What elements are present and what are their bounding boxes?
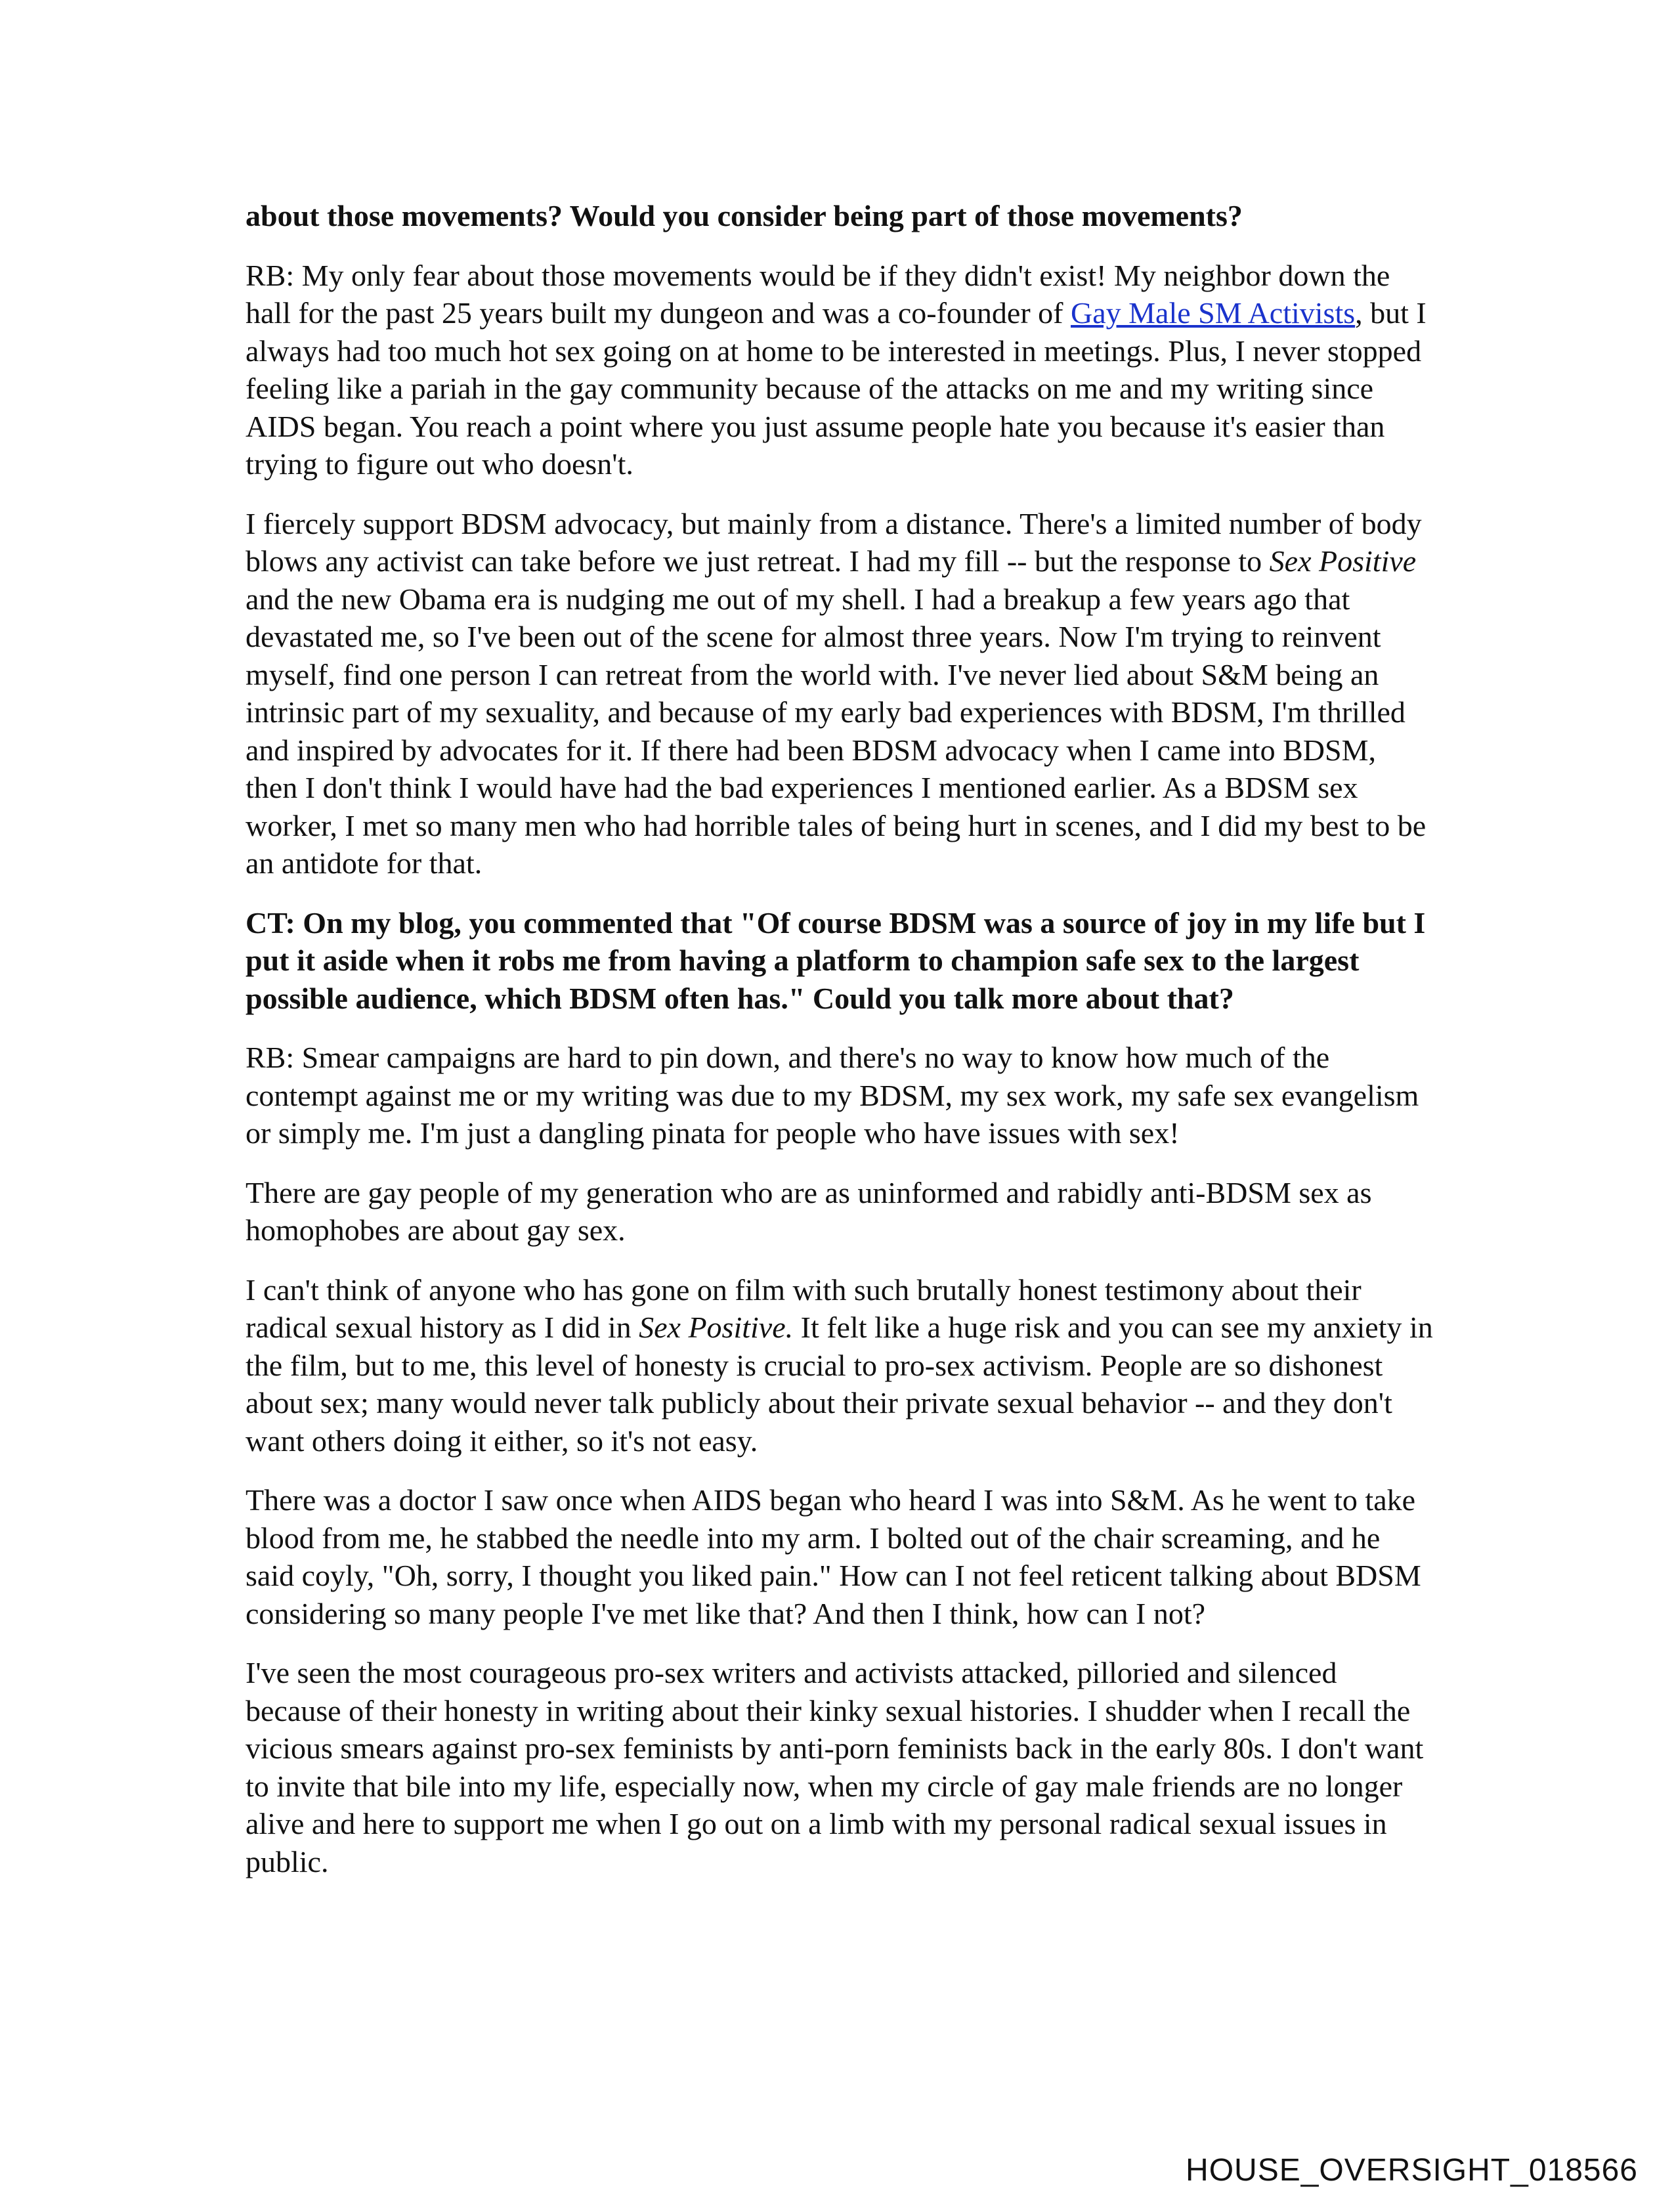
answer-paragraph (246, 505, 1434, 882)
interview-answer: RB: Smear campaigns are hard to pin down, and there's no way to know how much of the contempt against me or my writing was due to my BDSM, my sex work, my safe sex evangelism or simply me. I'm just a dangling pinata for people who have issues with sex! (246, 1041, 1419, 1150)
answer-text: RB: My only fear about those movements would be if they didn't exist! My neighbor down the hall for the past 25 years built my dungeon and was a co-founder of (246, 258, 1390, 330)
film-title: Sex Positive. (639, 1311, 794, 1344)
interview-question: CT: On my blog, you commented that "Of course BDSM was a source of joy in my life but I put it aside when it robs me from having a platform to champion safe sex to the largest possible audience, which BDSM often has." Could you talk more about that? (246, 905, 1426, 1015)
answer-paragraph (246, 1271, 1434, 1460)
interview-answer (246, 257, 1434, 483)
interview-question: about those movements? Would you consider being part of those movements? (246, 199, 1243, 232)
answer-text: I fiercely support BDSM advocacy, but mainly from a distance. There's a limited number of body blows any activist can take before we just retreat. I had my fill -- but the response to (246, 506, 1422, 578)
film-title: Sex Positive (1269, 544, 1417, 578)
answer-text: I can't think of anyone who has gone on film with such brutally honest testimony about their radical sexual history as I did in (246, 1272, 1362, 1344)
answer-paragraph: There was a doctor I saw once when AIDS began who heard I was into S&M. As he went to take blood from me, he stabbed the needle into my arm. I bolted out of the chair screaming, and he said coyly, "Oh, sorry, I thought you liked pain." How can I not feel reticent talking about BDSM considering so many people I've met like that? And then I think, how can I not? (246, 1483, 1421, 1630)
answer-text: , but I always had too much hot sex going on at home to be interested in meetings. Plus, I never stopped feeling like a pariah in the gay community because of the attacks on me and my writing since AIDS began. You reach a point where you just assume people hate you because it's easier than trying to figure out who doesn't. (246, 296, 1427, 481)
answer-paragraph: I've seen the most courageous pro-sex writers and activists attacked, pilloried and silenced because of their honesty in writing about their kinky sexual histories. I shudder when I recall the vicious smears against pro-sex feminists by anti-porn feminists back in the early 80s. I don't want to invite that bile into my life, especially now, when my circle of gay male friends are no longer alive and here to support me when I go out on a limb with my personal radical sexual issues in public. (246, 1656, 1424, 1878)
bates-number: HOUSE_OVERSIGHT_018566 (1186, 2153, 1638, 2188)
answer-text: and the new Obama era is nudging me out of my shell. I had a breakup a few years ago that devastated me, so I've been out of the scene for almost three years. Now I'm trying to reinvent myself, find one person I can retreat from the world with. I've never lied about S&M being an intrinsic part of my sexuality, and because of my early bad experiences with BDSM, I'm thrilled and inspired by advocates for it. If there had been BDSM advocacy when I came into BDSM, then I don't think I would have had the bad experiences I mentioned earlier. As a BDSM sex worker, I met so many men who had horrible tales of being hurt in scenes, and I did my best to be an antidote for that. (246, 582, 1427, 880)
answer-text: It felt like a huge risk and you can see my anxiety in the film, but to me, this level of honesty is crucial to pro-sex activism. People are so dishonest about sex; many would never talk publicly about their private sexual behavior -- and they don't want others doing it either, so it's not easy. (246, 1311, 1433, 1458)
gay-male-sm-activists-link[interactable]: Gay Male SM Activists (1070, 296, 1356, 330)
article-body (246, 197, 1434, 1902)
answer-paragraph: There are gay people of my generation who are as uninformed and rabidly anti-BDSM sex as homophobes are about gay sex. (246, 1175, 1372, 1247)
